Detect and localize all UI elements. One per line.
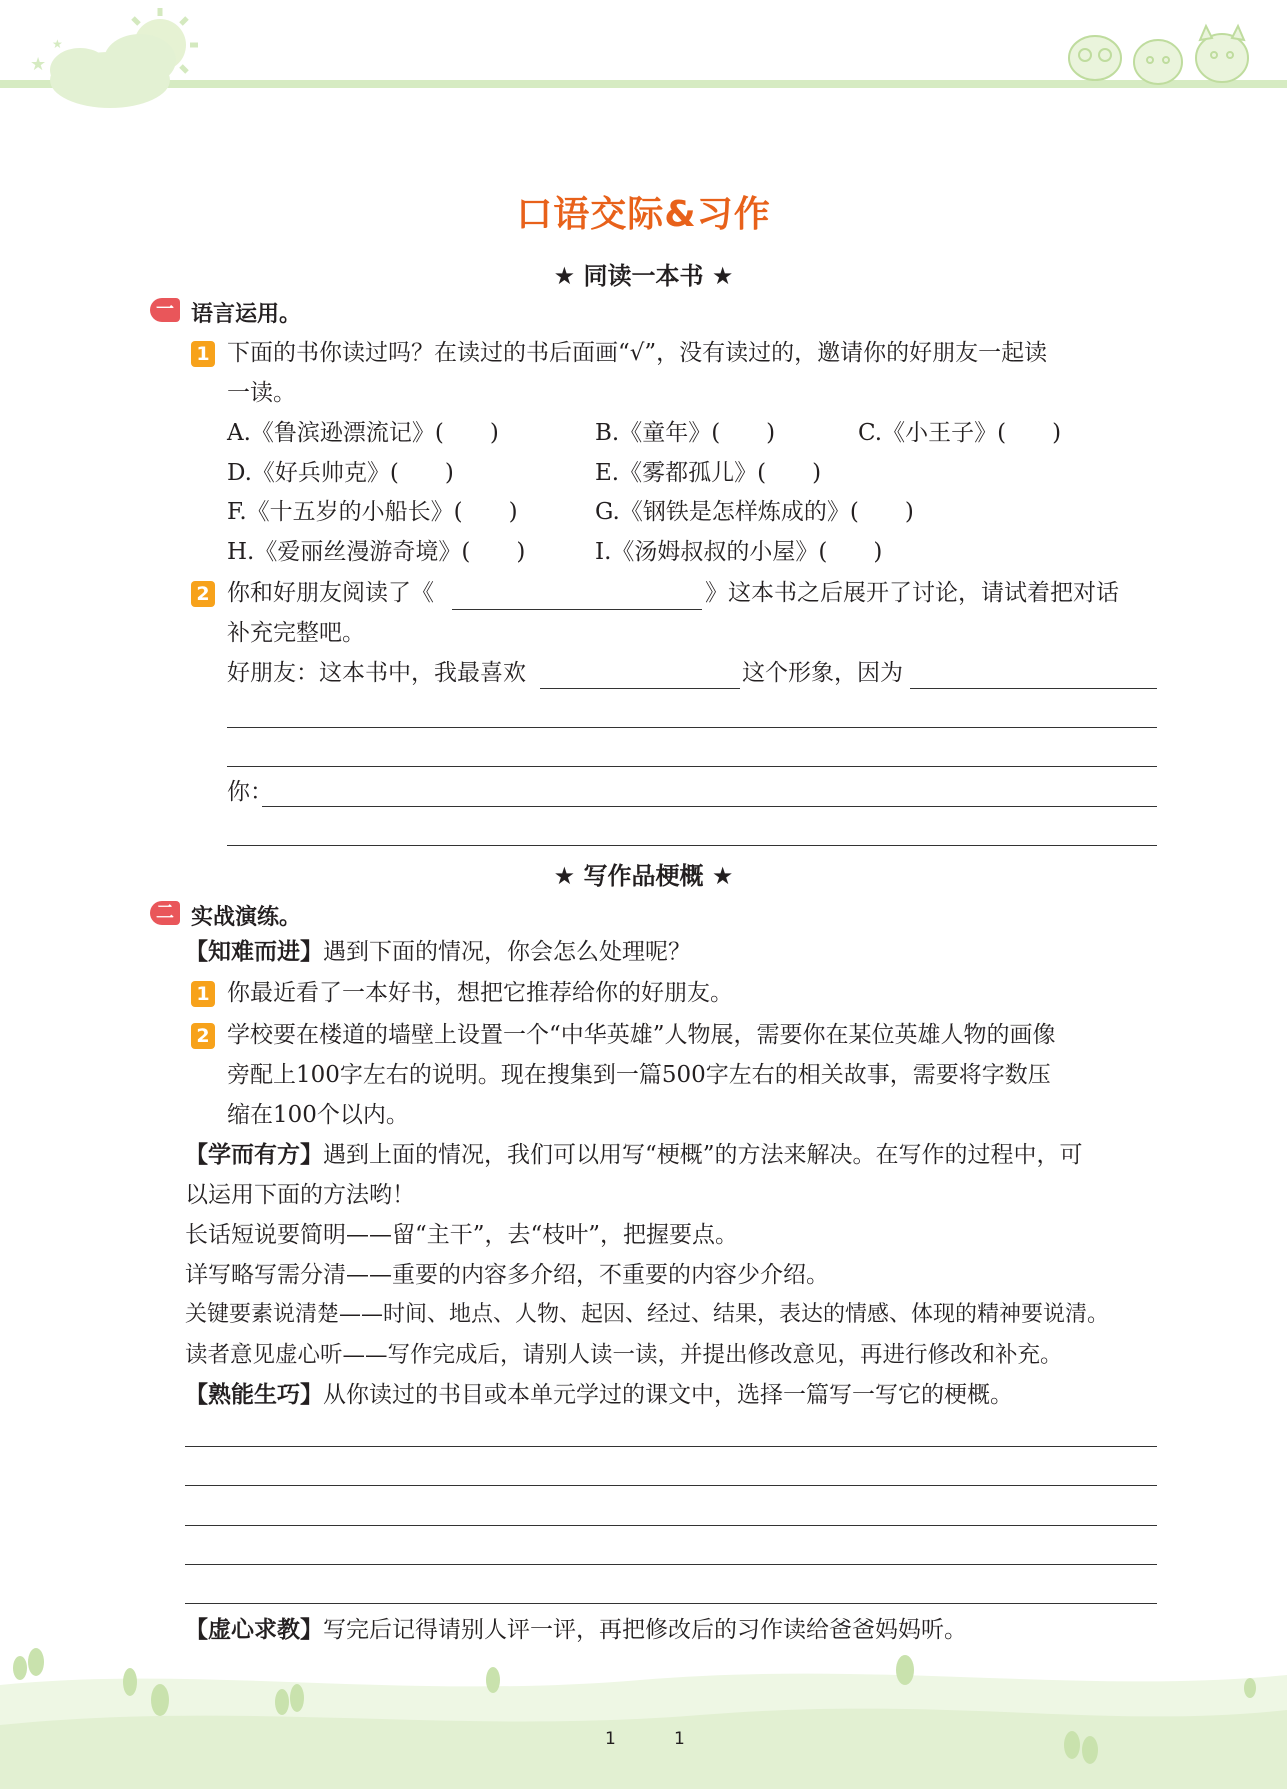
answer-line[interactable] [227, 727, 1157, 728]
question-text: 旁配上100字左右的说明。现在搜集到一篇500字左右的相关故事，需要将字数压 [227, 1062, 1051, 1088]
practice-text: 从你读过的书目或本单元学过的课文中，选择一篇写一写它的梗概。 [323, 1382, 1013, 1408]
page-number: 1 [605, 1729, 616, 1749]
question-text: 下面的书你读过吗？在读过的书后面画“√”，没有读过的，邀请你的好朋友一起读 [227, 340, 1048, 366]
book-option-c[interactable]: C.《小王子》( ) [858, 420, 1062, 446]
answer-line[interactable] [227, 766, 1157, 767]
header-decoration [0, 0, 1287, 115]
learn-text: 遇到上面的情况，我们可以用写“梗概”的方法来解决。在写作的过程中，可 [323, 1142, 1083, 1168]
section-subtitle-reading: ★ 同读一本书 ★ [553, 262, 734, 290]
tip-item: 详写略写需分清——重要的内容多介绍，不重要的内容少介绍。 [185, 1262, 829, 1288]
question-text: 补充完整吧。 [227, 620, 365, 646]
book-option-a[interactable]: A.《鲁滨逊漂流记》( ) [227, 420, 499, 446]
question-text: 学校要在楼道的墙壁上设置一个“中华英雄”人物展，需要你在某位英雄人物的画像 [227, 1022, 1056, 1048]
section-badge-1: 一 [150, 298, 180, 322]
dialogue-friend-label: 好朋友：这本书中，我最喜欢 [227, 660, 526, 686]
section-heading-2: 实战演练。 [191, 905, 302, 930]
question-number-2: 2 [191, 581, 215, 607]
section-badge-2: 二 [150, 901, 180, 925]
writing-line[interactable] [185, 1485, 1157, 1486]
character-blank[interactable] [540, 688, 740, 689]
writing-line[interactable] [185, 1564, 1157, 1565]
question-text: 你和好朋友阅读了《 [227, 580, 434, 606]
tag-label: 【知难而进】 [185, 939, 323, 965]
tag-label: 【虚心求教】 [185, 1617, 323, 1643]
tip-item: 读者意见虚心听——写作完成后，请别人读一读，并提出修改意见，再进行修改和补充。 [185, 1342, 1063, 1368]
tip-item: 关键要素说清楚——时间、地点、人物、起因、经过、结果，表达的情感、体现的精神要说清。 [185, 1302, 1110, 1327]
writing-line[interactable] [185, 1525, 1157, 1526]
book-title-blank[interactable] [452, 609, 702, 610]
book-option-f[interactable]: F.《十五岁的小船长》( ) [227, 499, 518, 525]
tag-label: 【熟能生巧】 [185, 1382, 323, 1408]
animal-friends-icon [1069, 26, 1248, 84]
reason-blank[interactable] [910, 688, 1157, 689]
section-heading-1: 语言运用。 [191, 302, 302, 327]
book-option-b[interactable]: B.《童年》( ) [595, 420, 776, 446]
answer-line[interactable] [227, 845, 1157, 846]
page-title: 口语交际&习作 [516, 194, 771, 235]
tag-label: 【学而有方】 [185, 1142, 323, 1168]
tip-item: 长话短说要简明——留“主干”，去“枝叶”，把握要点。 [185, 1222, 739, 1248]
question-number-1: 1 [191, 341, 215, 367]
book-option-e[interactable]: E.《雾都孤儿》( ) [595, 460, 822, 486]
question-text: 》这本书之后展开了讨论，请试着把对话 [705, 580, 1119, 606]
book-option-g[interactable]: G.《钢铁是怎样炼成的》( ) [595, 499, 914, 525]
learn-text: 以运用下面的方法哟！ [185, 1182, 415, 1208]
question-text: 缩在100个以内。 [227, 1102, 409, 1128]
svg-text:★: ★ [30, 54, 47, 75]
writing-line[interactable] [185, 1603, 1157, 1604]
question-number-2: 2 [191, 1023, 215, 1049]
page-number: 1 [674, 1729, 685, 1749]
intro-text: 遇到下面的情况，你会怎么处理呢？ [323, 939, 691, 965]
answer-line[interactable] [262, 806, 1157, 807]
footer-hills-decoration [0, 1640, 1287, 1789]
book-option-h[interactable]: H.《爱丽丝漫游奇境》( ) [227, 539, 526, 565]
writing-line[interactable] [185, 1446, 1157, 1447]
question-text: 一读。 [227, 380, 296, 406]
svg-text:★: ★ [52, 37, 63, 51]
humble-text: 写完后记得请别人评一评，再把修改后的习作读给爸爸妈妈听。 [323, 1617, 967, 1643]
dialogue-friend-text: 这个形象，因为 [742, 660, 903, 686]
question-text: 你最近看了一本好书，想把它推荐给你的好朋友。 [227, 980, 733, 1006]
section-subtitle-summary: ★ 写作品梗概 ★ [553, 862, 734, 890]
book-option-d[interactable]: D.《好兵帅克》( ) [227, 460, 454, 486]
book-option-i[interactable]: I.《汤姆叔叔的小屋》( ) [595, 539, 883, 565]
cloud-icon [50, 34, 176, 108]
question-number-1: 1 [191, 981, 215, 1007]
dialogue-you-label: 你： [227, 779, 273, 805]
